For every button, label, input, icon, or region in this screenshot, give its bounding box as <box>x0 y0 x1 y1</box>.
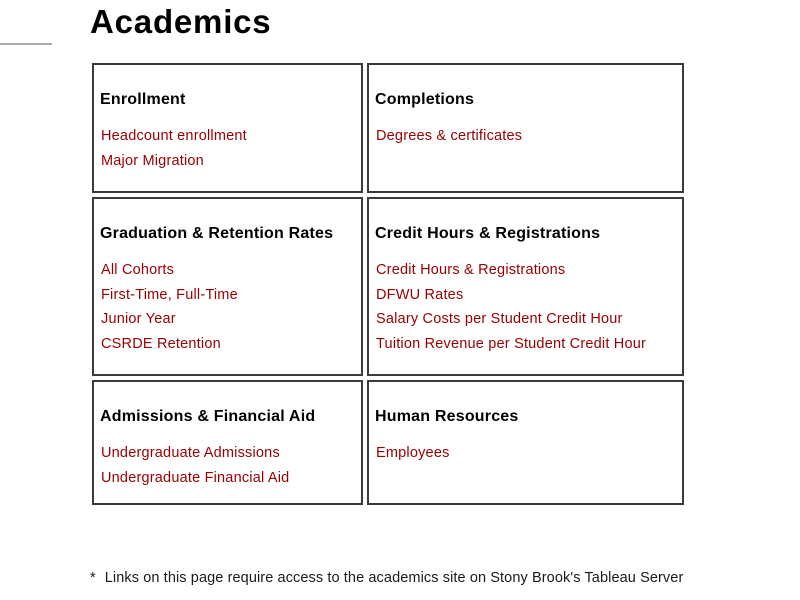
footnote-text: Links on this page require access to the academics site on Stony Brook's Tableau Server <box>104 570 684 586</box>
section-credit-hours-registrations <box>367 197 684 376</box>
link-tuition-revenue-per-student-credit-hour[interactable]: Tuition Revenue per Student Credit Hour <box>376 335 647 352</box>
section-title-graduation-retention-rates: Graduation & Retention Rates <box>100 225 334 242</box>
link-dfwu-rates[interactable]: DFWU Rates <box>376 286 464 303</box>
section-title-completions: Completions <box>375 91 475 108</box>
section-admissions-financial-aid <box>92 380 363 505</box>
footnote <box>90 569 683 587</box>
link-first-time-full-time[interactable]: First-Time, Full-Time <box>101 286 238 303</box>
link-credit-hours-registrations[interactable]: Credit Hours & Registrations <box>376 262 566 278</box>
link-major-migration[interactable]: Major Migration <box>101 152 204 169</box>
link-undergraduate-admissions[interactable]: Undergraduate Admissions <box>101 445 280 461</box>
link-degrees-certificates[interactable]: Degrees & certificates <box>376 128 523 144</box>
section-graduation-retention-rates <box>92 197 363 376</box>
section-human-resources <box>367 380 684 505</box>
page-title: Academics <box>90 3 272 40</box>
link-csrde-retention[interactable]: CSRDE Retention <box>101 335 221 352</box>
section-enrollment <box>92 63 363 193</box>
link-undergraduate-financial-aid[interactable]: Undergraduate Financial Aid <box>101 469 290 486</box>
link-all-cohorts[interactable]: All Cohorts <box>101 262 175 278</box>
link-junior-year[interactable]: Junior Year <box>101 311 176 327</box>
section-title-enrollment: Enrollment <box>100 91 186 108</box>
divider-line <box>0 43 52 45</box>
section-title-admissions-financial-aid: Admissions & Financial Aid <box>100 408 316 425</box>
section-title-credit-hours-registrations: Credit Hours & Registrations <box>375 225 601 242</box>
link-salary-costs-per-student-credit-hour[interactable]: Salary Costs per Student Credit Hour <box>376 311 623 327</box>
section-title-human-resources: Human Resources <box>375 408 519 425</box>
link-headcount-enrollment[interactable]: Headcount enrollment <box>101 128 247 144</box>
sections-grid <box>92 63 684 505</box>
link-employees[interactable]: Employees <box>376 445 450 461</box>
section-completions <box>367 63 684 193</box>
footnote-asterisk: * <box>90 570 96 586</box>
